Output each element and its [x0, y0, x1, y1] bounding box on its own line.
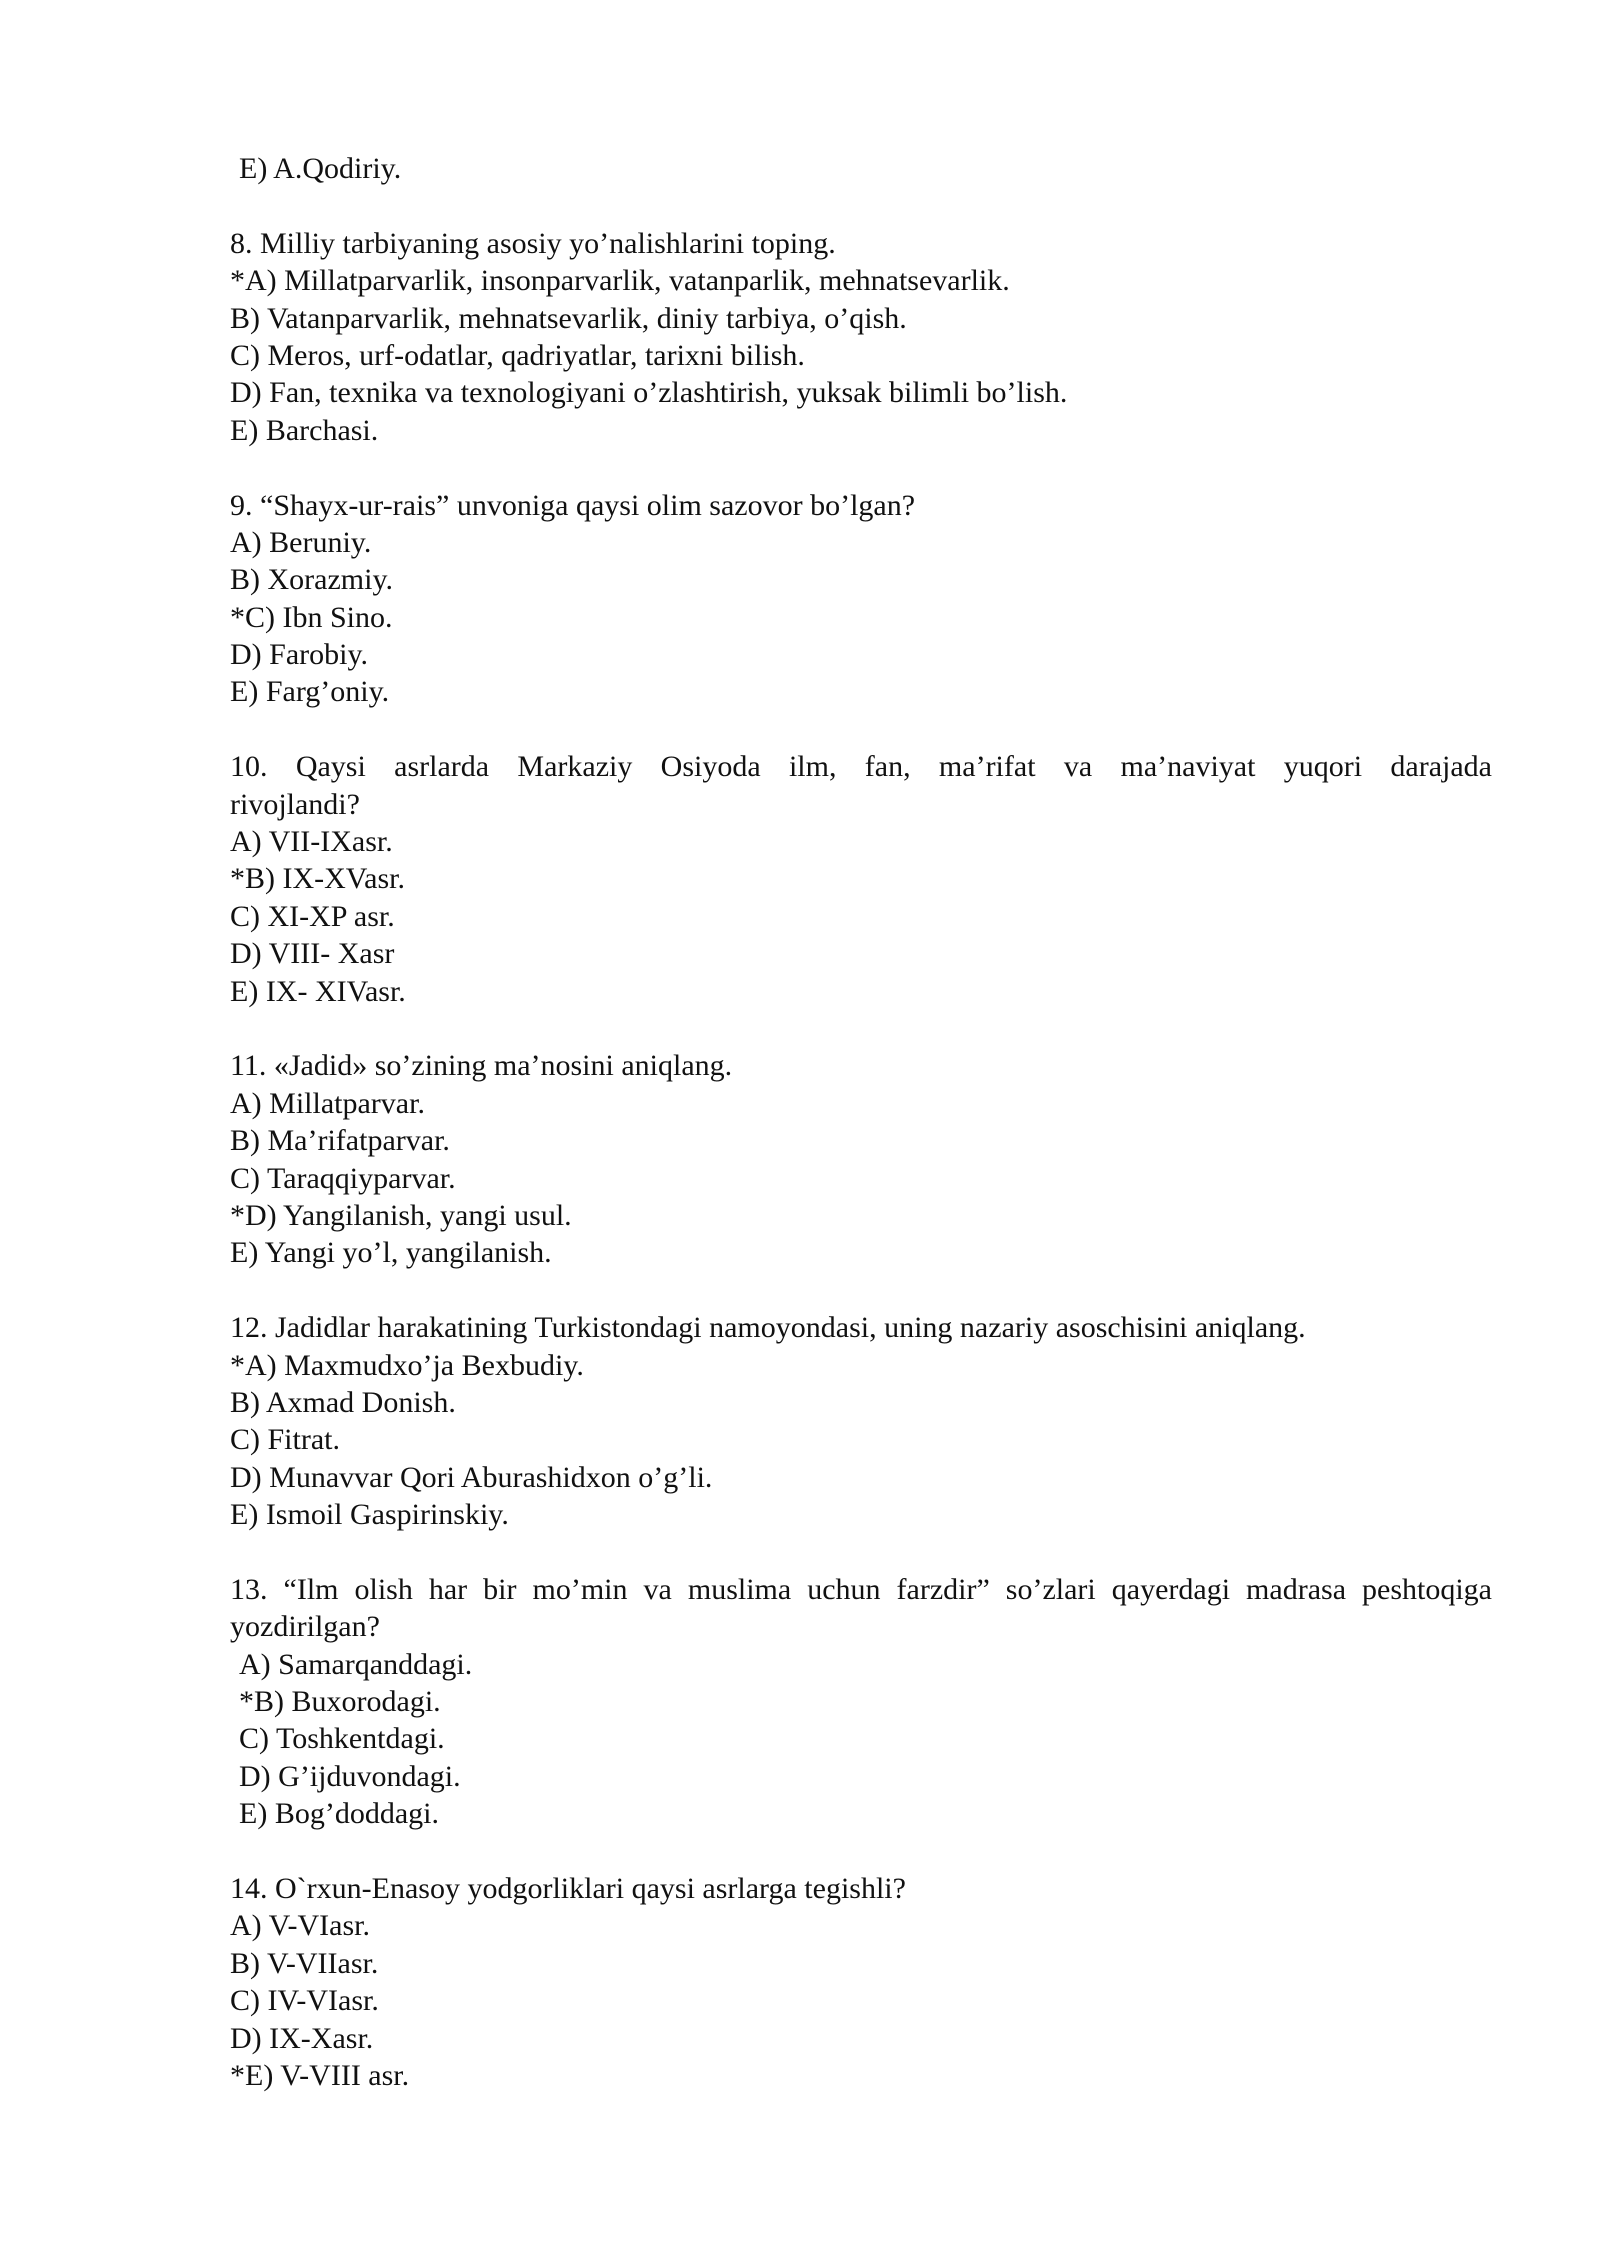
answer-option: E) A.Qodiriy. [239, 152, 402, 185]
answer-option: D) IX-Xasr. [230, 2021, 374, 2055]
answer-option: E) Ismoil Gaspirinskiy. [230, 1498, 509, 1532]
spacer [230, 449, 1492, 486]
question-10-text: 10. Qaysi asrlarda Markaziy Osiyoda ilm, fan, ma’rifat va ma’naviyat yuqori darajada [230, 750, 1492, 784]
answer-option: C) Meros, urf-odatlar, qadriyatlar, tarixni bilish. [230, 338, 805, 372]
answer-option: *A) Maxmudxo’ja Bexbudiy. [230, 1348, 584, 1382]
spacer [230, 1272, 1492, 1309]
answer-option: *A) Millatparvarlik, insonparvarlik, vatanparlik, mehnatsevarlik. [230, 264, 1010, 298]
question-11-text: 11. «Jadid» so’zining ma’nosini aniqlang. [230, 1049, 733, 1083]
question-14-text: 14. O`rxun-Enasoy yodgorliklari qaysi asrlarga tegishli? [230, 1871, 906, 1905]
question-10-text-continued: rivojlandi? [230, 787, 360, 821]
question-13-text: 13. “Ilm olish har bir mo’min va muslima uchun farzdir” so’zlari qayerdagi madrasa peshtoqiga [230, 1572, 1492, 1606]
answer-option: C) Toshkentdagi. [239, 1722, 445, 1756]
answer-option: C) IV-VIasr. [230, 1984, 379, 2018]
spacer [230, 187, 1492, 224]
spacer [230, 1833, 1492, 1870]
answer-option: D) VIII- Xasr [230, 937, 395, 971]
answer-option: C) Taraqqiyparvar. [230, 1161, 456, 1195]
question-8-text: 8. Milliy tarbiyaning asosiy yo’nalishlarini toping. [230, 226, 836, 260]
answer-option: B) Vatanparvarlik, mehnatsevarlik, diniy tarbiya, o’qish. [230, 301, 907, 335]
answer-option: B) V-VIIasr. [230, 1946, 379, 1980]
answer-option: D) Munavvar Qori Aburashidxon o’g’li. [230, 1460, 713, 1494]
document-page [230, 150, 1492, 2094]
answer-option: E) Bog’doddagi. [239, 1797, 439, 1831]
answer-option: B) Axmad Donish. [230, 1385, 456, 1419]
answer-option: *B) Buxorodagi. [239, 1685, 441, 1719]
question-9-text: 9. “Shayx-ur-rais” unvoniga qaysi olim sazovor bo’lgan? [230, 488, 916, 522]
spacer [230, 711, 1492, 748]
answer-option: D) Farobiy. [230, 638, 369, 672]
answer-option: B) Xorazmiy. [230, 563, 394, 597]
answer-option: E) Farg’oniy. [230, 675, 390, 709]
answer-option: A) Beruniy. [230, 525, 372, 559]
answer-option: *C) Ibn Sino. [230, 600, 393, 634]
answer-option: *E) V-VIII asr. [230, 2058, 410, 2092]
answer-option: E) IX- XIVasr. [230, 974, 406, 1008]
answer-option: E) Yangi yo’l, yangilanish. [230, 1236, 552, 1270]
answer-option: B) Ma’rifatparvar. [230, 1124, 450, 1158]
answer-option: *B) IX-XVasr. [230, 862, 405, 896]
answer-option: A) Millatparvar. [230, 1086, 425, 1120]
question-12-text: 12. Jadidlar harakatining Turkistondagi namoyondasi, uning nazariy asoschisini aniqlang. [230, 1311, 1306, 1345]
question-13-text-continued: yozdirilgan? [230, 1610, 380, 1644]
answer-option: A) V-VIasr. [230, 1909, 370, 1943]
spacer [230, 1533, 1492, 1570]
answer-option: C) XI-XP asr. [230, 899, 395, 933]
answer-option: A) VII-IXasr. [230, 825, 393, 859]
answer-option: A) Samarqanddagi. [239, 1647, 473, 1681]
answer-option: D) G’ijduvondagi. [239, 1759, 461, 1793]
answer-option: C) Fitrat. [230, 1423, 340, 1457]
answer-option: *D) Yangilanish, yangi usul. [230, 1198, 572, 1232]
answer-option: D) Fan, texnika va texnologiyani o’zlashtirish, yuksak bilimli bo’lish. [230, 376, 1068, 410]
answer-option: E) Barchasi. [230, 413, 379, 447]
spacer [230, 1010, 1492, 1047]
